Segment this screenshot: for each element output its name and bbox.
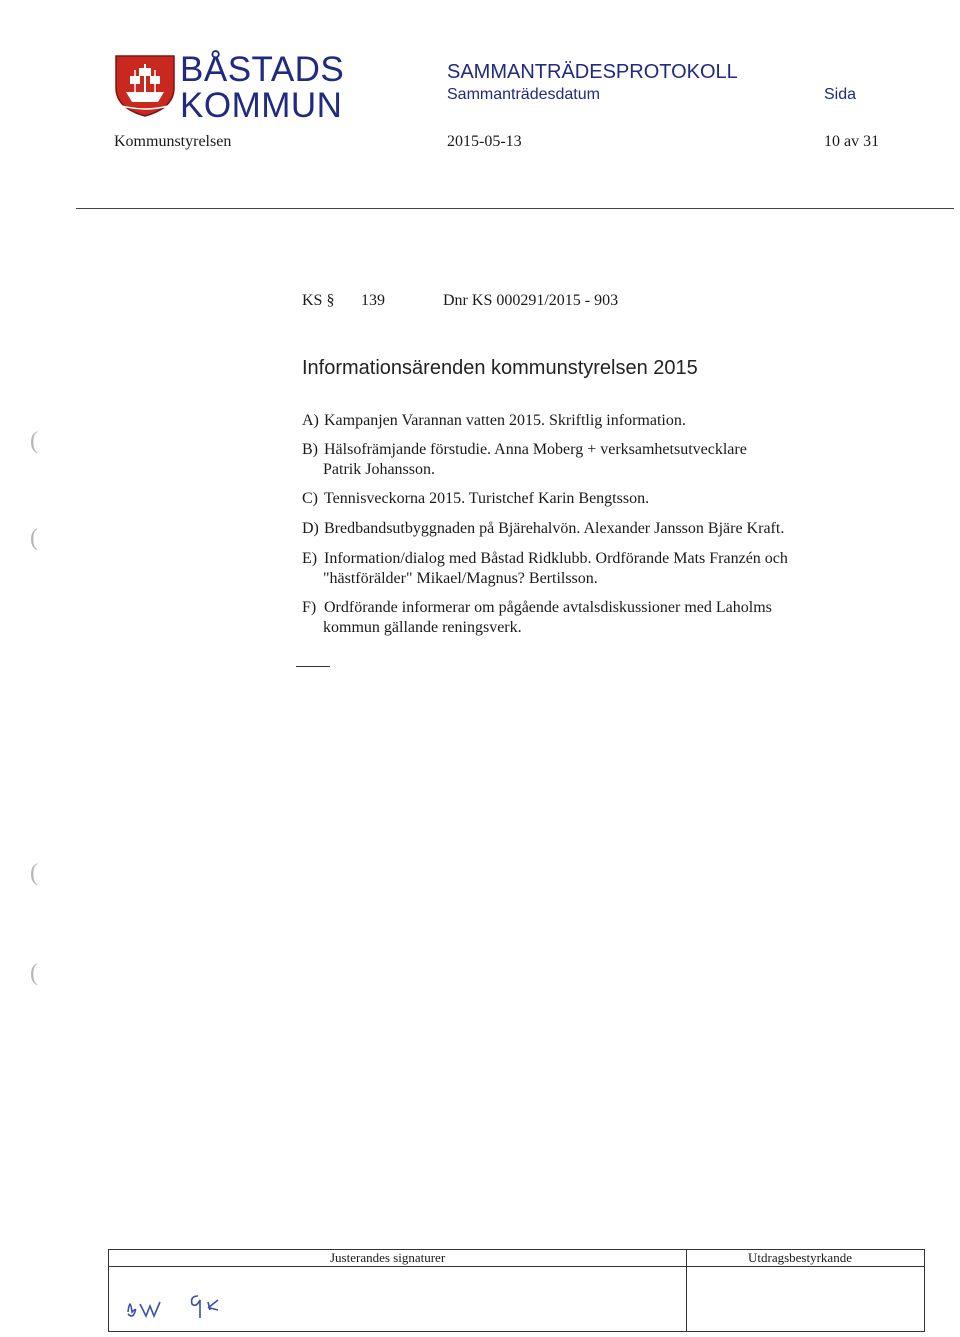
item-label: F) (302, 599, 317, 616)
item-text: Hälsofrämjande förstudie. Anna Moberg + verksamhetsutvecklare (324, 441, 747, 458)
page-label: Sida (824, 86, 857, 103)
document-type: SAMMANTRÄDESPROTOKOLL (447, 61, 738, 83)
item-text-continued: "hästförälder" Mikael/Magnus? Bertilsson. (323, 570, 598, 587)
margin-mark: ( (30, 860, 38, 886)
item-text: Ordförande informerar om pågående avtalsdiskussioner med Laholms (324, 599, 772, 616)
case-diary-number: Dnr KS 000291/2015 - 903 (443, 292, 619, 309)
excerpt-certification-label: Utdragsbestyrkande (748, 1250, 852, 1265)
item-text-continued: Patrik Johansson. (323, 461, 435, 478)
handwritten-initials-signature (120, 1282, 240, 1326)
margin-mark: ( (30, 525, 38, 551)
org-name-line1: BÅSTADS (180, 50, 345, 89)
margin-mark: ( (30, 960, 38, 986)
board-name: Kommunstyrelsen (114, 133, 232, 150)
signature-box-header-rule (108, 1266, 925, 1267)
meeting-date: 2015-05-13 (447, 133, 522, 150)
item-label: D) (302, 520, 319, 537)
margin-mark: ( (30, 428, 38, 454)
item-text: Kampanjen Varannan vatten 2015. Skriftlig information. (324, 412, 686, 429)
item-label: A) (302, 412, 319, 429)
org-name-line2: KOMMUN (180, 86, 343, 125)
section-title: Informationsärenden kommunstyrelsen 2015 (302, 357, 698, 379)
item-text: Tennisveckorna 2015. Turistchef Karin Bengtsson. (324, 490, 650, 507)
list-item (302, 440, 747, 460)
page-number: 10 av 31 (824, 133, 880, 150)
item-label: C) (302, 490, 318, 507)
item-label: E) (302, 550, 318, 567)
header-divider (76, 208, 954, 209)
bastad-crest-icon (112, 52, 178, 118)
list-item (302, 549, 788, 569)
case-paragraph-ref: KS § (302, 292, 335, 309)
item-text-continued: kommun gällande reningsverk. (323, 619, 522, 636)
list-item (302, 598, 772, 618)
list-item (302, 411, 686, 431)
item-label: B) (302, 441, 318, 458)
case-paragraph-number: 139 (361, 292, 385, 309)
signature-box-divider (686, 1249, 687, 1331)
meeting-date-label: Sammanträdesdatum (447, 86, 600, 103)
list-item (302, 519, 784, 539)
signatures-label: Justerandes signaturer (330, 1250, 446, 1265)
item-text: Information/dialog med Båstad Ridklubb. Ordförande Mats Franzén och (324, 550, 788, 567)
item-text: Bredbandsutbyggnaden på Bjärehalvön. Alexander Jansson Bjäre Kraft. (324, 520, 785, 537)
list-item (302, 489, 649, 509)
end-of-section-rule (296, 666, 330, 667)
